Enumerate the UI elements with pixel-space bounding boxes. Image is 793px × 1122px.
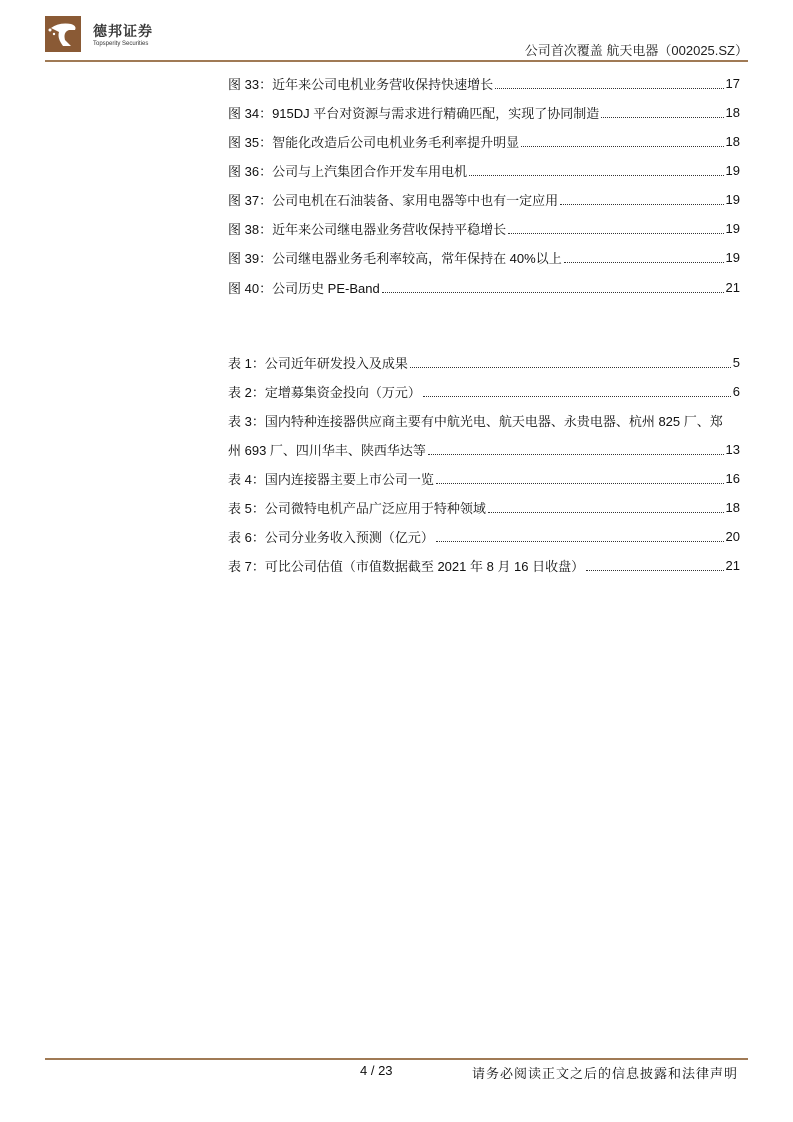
toc-entry[interactable] xyxy=(228,214,740,243)
toc-entry[interactable] xyxy=(228,464,740,493)
toc-entry[interactable] xyxy=(228,98,740,127)
entry-title: 图 40：公司历史 PE-Band xyxy=(228,281,380,296)
dot-leader xyxy=(436,541,724,542)
dot-leader xyxy=(495,88,723,89)
table-list xyxy=(228,348,740,580)
entry-title: 图 37：公司电机在石油装备、家用电器等中也有一定应用 xyxy=(228,193,559,208)
entry-title: 图 35：智能化改造后公司电机业务毛利率提升明显 xyxy=(228,135,520,150)
entry-title: 表 6：公司分业务收入预测（亿元） xyxy=(228,530,434,545)
entry-page: 18 xyxy=(725,105,740,120)
header-divider xyxy=(45,60,748,62)
entry-title: 图 39：公司继电器业务毛利率较高，常年保持在 40%以上 xyxy=(228,251,562,266)
entry-title: 图 36：公司与上汽集团合作开发车用电机 xyxy=(228,164,468,179)
dot-leader xyxy=(488,512,724,513)
entry-title: 州 693 厂、四川华丰、陕西华达等 xyxy=(228,443,426,458)
entry-page: 5 xyxy=(732,355,740,370)
brand-name-cn: 德邦证券 xyxy=(93,23,153,39)
entry-page: 18 xyxy=(725,134,740,149)
toc-entry[interactable] xyxy=(228,348,740,377)
figure-list xyxy=(228,69,740,303)
dot-leader xyxy=(560,204,723,205)
entry-title: 表 5：公司微特电机产品广泛应用于特种领域 xyxy=(228,501,486,516)
entry-page: 18 xyxy=(725,500,740,515)
toc-entry[interactable] xyxy=(228,493,740,522)
entry-title: 表 7：可比公司估值（市值数据截至 2021 年 8 月 16 日收盘） xyxy=(228,559,585,574)
footer-divider xyxy=(45,1058,748,1060)
entry-title: 图 34：915DJ 平台对资源与需求进行精确匹配，实现了协同制造 xyxy=(228,106,600,121)
toc-entry[interactable] xyxy=(228,551,740,580)
toc-entry[interactable] xyxy=(228,377,740,406)
dot-leader xyxy=(508,233,723,234)
dot-leader xyxy=(521,146,723,147)
entry-page: 6 xyxy=(732,384,740,399)
entry-page: 16 xyxy=(725,471,740,486)
entry-page: 20 xyxy=(725,529,740,544)
toc-entry[interactable] xyxy=(228,522,740,551)
page-number: 4 / 23 xyxy=(360,1063,393,1078)
report-title: 公司首次覆盖 航天电器（002025.SZ） xyxy=(524,43,748,58)
toc-entry[interactable] xyxy=(228,185,740,214)
entry-title: 表 4：国内连接器主要上市公司一览 xyxy=(228,472,434,487)
toc-entry-continued[interactable] xyxy=(228,435,740,464)
entry-page: 19 xyxy=(725,163,740,178)
dot-leader xyxy=(382,292,724,293)
dot-leader xyxy=(586,570,723,571)
toc-entry[interactable] xyxy=(228,127,740,156)
disclaimer: 请务必阅读正文之后的信息披露和法律声明 xyxy=(471,1066,738,1081)
entry-title: 表 1：公司近年研发投入及成果 xyxy=(228,356,408,371)
entry-page: 21 xyxy=(725,280,740,295)
brand-logo xyxy=(45,16,153,52)
entry-title: 表 2：定增募集资金投向（万元） xyxy=(228,385,421,400)
dot-leader xyxy=(410,367,731,368)
brand-name-en: Topsperity Securities xyxy=(93,41,149,47)
toc-entry[interactable] xyxy=(228,406,740,435)
leopard-logo-icon xyxy=(45,16,81,52)
toc-entry[interactable] xyxy=(228,156,740,185)
entry-title: 表 3：国内特种连接器供应商主要有中航光电、航天电器、永贵电器、杭州 825 厂、郑 xyxy=(228,414,723,429)
entry-title: 图 38：近年来公司继电器业务营收保持平稳增长 xyxy=(228,222,507,237)
entry-page: 21 xyxy=(725,558,740,573)
entry-page: 13 xyxy=(725,442,740,457)
entry-page: 17 xyxy=(725,76,740,91)
dot-leader xyxy=(428,454,724,455)
toc-entry[interactable] xyxy=(228,243,740,272)
entry-page: 19 xyxy=(725,250,740,265)
toc-entry[interactable] xyxy=(228,272,740,303)
entry-page: 19 xyxy=(725,221,740,236)
toc-entry[interactable] xyxy=(228,69,740,98)
dot-leader xyxy=(469,175,723,176)
dot-leader xyxy=(601,117,723,118)
entry-page: 19 xyxy=(725,192,740,207)
entry-title: 图 33：近年来公司电机业务营收保持快速增长 xyxy=(228,77,494,92)
dot-leader xyxy=(436,483,724,484)
dot-leader xyxy=(423,396,731,397)
dot-leader xyxy=(564,262,724,263)
